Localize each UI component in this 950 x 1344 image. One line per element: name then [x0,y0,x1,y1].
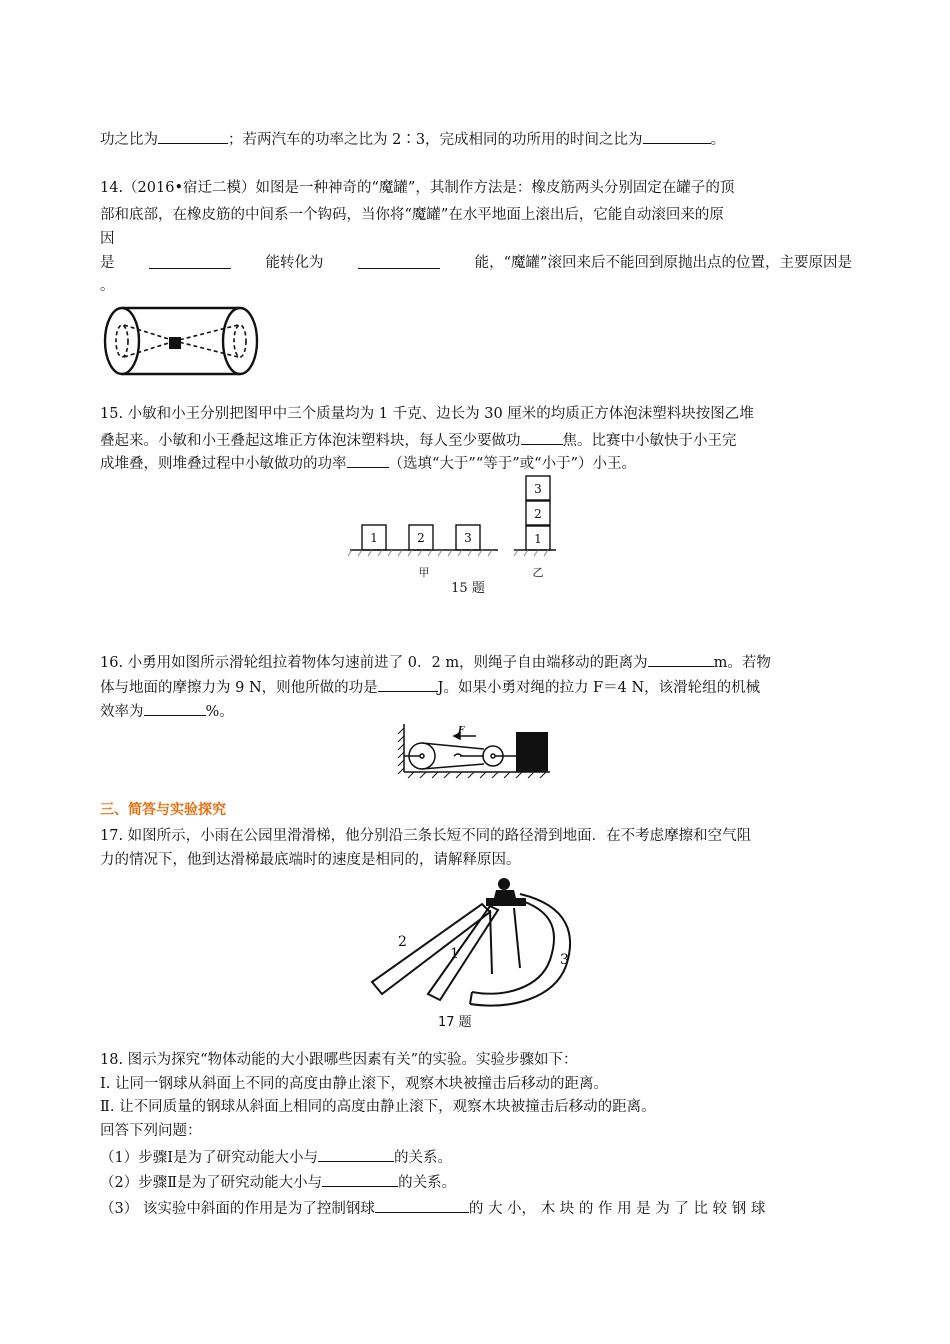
q14-line2: 部和底部，在橡皮筋的中间系一个钩码，当你将“魔罐”在水平地面上滚出后，它能自动滚回来的原 [100,207,724,223]
q14-line3: 因 [100,231,115,247]
answer-blank[interactable] [648,651,714,667]
q15-line3: 成堆叠，则堆叠过程中小敏做功的功率 （选填“大于”“等于”或“小于”）小王。 [100,452,636,474]
pulley-figure [396,722,552,780]
answer-blank[interactable] [347,452,389,468]
path-label-3: 3 [560,952,569,968]
path-label-2: 2 [398,934,407,950]
q16-line2: 体与地面的摩擦力为 9 N，则他所做的功是 J。如果小勇对绳的拉力 F＝4 N，该滑轮组的机械 [100,676,852,698]
slide-figure [364,870,586,1030]
label-jia: 甲 [418,566,430,579]
stack-block-label: 1 [534,532,542,546]
q15-line1: 15. 小敏和小王分别把图甲中三个质量均为 1 千克、边长为 30 厘米的均质正方体泡沫塑料块按图乙堆 [100,406,754,422]
answer-blank[interactable] [318,1146,394,1162]
q15-line2: 叠起来。小敏和小王叠起这堆正方体泡沫塑料块，每人至少要做功 焦。比赛中小敏快于小王完 [100,429,852,451]
stack-block-label: 2 [534,507,542,521]
q17-line2: 力的情况下，他到达滑梯最底端时的速度是相同的，请解释原因。 [100,852,521,868]
block-object [516,732,548,772]
magic-can-figure [100,303,262,379]
answer-blank[interactable] [149,253,231,269]
q18-line3: Ⅱ. 让不同质量的钢球从斜面上相同的高度由静止滚下，观察木块被撞击后移动的距离。 [100,1099,656,1115]
q14-line1: 14.（2016•宿迁二模）如图是一种神奇的“魔罐”，其制作方法是：橡皮筋两头分别固定在罐子的顶 [100,180,735,196]
label-yi: 乙 [532,566,544,579]
answer-blank[interactable] [158,128,228,144]
answer-blank[interactable] [521,429,563,445]
foam-blocks-figure [346,472,572,596]
answer-blank[interactable] [378,676,438,692]
path-label-1: 1 [450,946,459,962]
answer-blank[interactable] [144,700,206,716]
q18-line2: Ⅰ. 让同一钢球从斜面上不同的高度由静止滚下，观察木块被撞击后移动的距离。 [100,1076,608,1092]
block-label: 2 [417,531,425,545]
answer-blank[interactable] [322,1171,398,1187]
q16-line1: 16. 小勇用如图所示滑轮组拉着物体匀速前进了 0．2 m，则绳子自由端移动的距离为 m。若物 [100,651,852,673]
answer-blank[interactable] [375,1197,469,1213]
q18-line5: （1）步骤Ⅰ是为了研究动能大小与 的关系。 [100,1146,452,1168]
hook-weight [169,337,181,349]
q18-line7: （3） 该实验中斜面的作用是为了控制钢球 的 大 小， 木 块 的 作 用 是 为 了 比 较 钢 球 [100,1197,852,1219]
stack-block-label: 3 [534,482,542,496]
answer-blank[interactable] [358,253,440,269]
answer-blank[interactable] [643,128,711,144]
q13-line: 功之比为 ；若两汽车的功率之比为 2∶3，完成相同的功所用的时间之比为 。 [100,128,725,150]
force-label: F [458,726,465,736]
q18-line4: 回答下列问题： [100,1123,202,1139]
figure-caption: 17 题 [438,1015,472,1030]
q18-line1: 18. 图示为探究“物体动能的大小跟哪些因素有关”的实验。实验步骤如下： [100,1052,578,1068]
figure-caption: 15 题 [451,581,485,596]
block-label: 3 [464,531,472,545]
q18-line6: （2）步骤Ⅱ是为了研究动能大小与 的关系。 [100,1171,456,1193]
block-label: 1 [370,531,378,545]
q16-line3: 效率为 %。 [100,700,234,722]
q14-line4: 是 能转化为 能，“魔罐”滚回来后不能回到原抛出点的位置，主要原因是 [100,255,852,271]
section-heading: 三、简答与实验探究 [100,802,226,818]
q17-line1: 17. 如图所示，小雨在公园里滑滑梯，他分别沿三条长短不同的路径滑到地面．在不考虑摩擦和空气阻 [100,828,752,844]
q14-line5: 。 [100,278,115,294]
